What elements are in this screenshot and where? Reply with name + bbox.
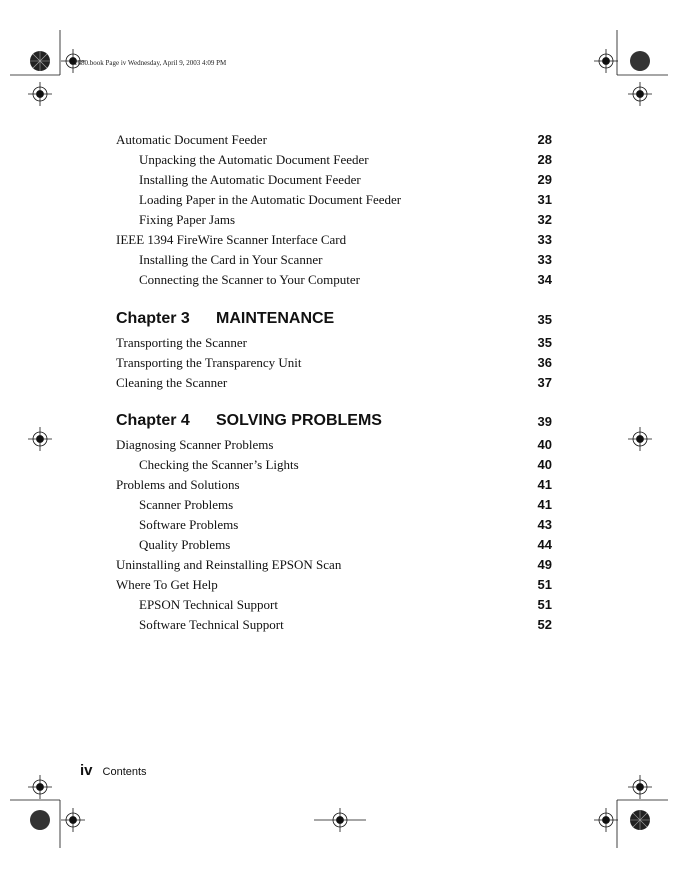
toc-entry-title: Problems and Solutions [116, 477, 240, 492]
print-slug: 1680.book Page iv Wednesday, April 9, 2003 4:09 PM [74, 59, 227, 67]
toc-entry-page: 51 [537, 577, 552, 592]
toc-entry-page: 43 [537, 517, 552, 532]
toc-entry-title: Loading Paper in the Automatic Document Feeder [139, 192, 402, 207]
toc-entry-title: EPSON Technical Support [139, 597, 278, 612]
toc-entry[interactable] [0, 597, 680, 617]
toc-entry-page: 49 [537, 557, 552, 572]
toc-entry-page: 44 [537, 537, 552, 552]
toc-entry[interactable] [0, 517, 680, 537]
toc-entry[interactable] [0, 617, 680, 637]
toc-entry[interactable] [0, 457, 680, 477]
toc-entry[interactable] [0, 192, 680, 212]
toc-entry[interactable] [0, 132, 680, 152]
toc-entry-title: Software Technical Support [139, 617, 284, 632]
toc-entry[interactable] [0, 577, 680, 597]
toc-entry-title: Automatic Document Feeder [116, 132, 267, 147]
chapter-heading[interactable] [0, 412, 680, 436]
toc-entry-page: 28 [537, 132, 552, 147]
footer-page-number: iv [80, 762, 93, 779]
toc-entry[interactable] [0, 232, 680, 252]
toc-entry-page: 40 [537, 437, 552, 452]
toc-entry-page: 29 [537, 172, 552, 187]
footer-section-label: Contents [102, 766, 147, 778]
chapter-number: Chapter 4 [116, 412, 190, 429]
chapter-title: SOLVING PROBLEMS [216, 412, 382, 429]
chapter-number: Chapter 3 [116, 310, 190, 327]
toc-entry-page: 34 [537, 272, 552, 287]
toc-entry-page: 40 [537, 457, 552, 472]
toc-entry-title: Where To Get Help [116, 577, 218, 592]
chapter-title: MAINTENANCE [216, 310, 335, 327]
toc-entry-title: Scanner Problems [139, 497, 234, 512]
toc-entry-title: Uninstalling and Reinstalling EPSON Scan [116, 557, 342, 572]
toc-entry-title: Unpacking the Automatic Document Feeder [139, 152, 369, 167]
toc-entry-page: 41 [537, 497, 552, 512]
toc-entry-title: Installing the Card in Your Scanner [139, 252, 323, 267]
toc-entry-page: 33 [537, 232, 552, 247]
toc-entry-title: Connecting the Scanner to Your Computer [139, 272, 360, 287]
toc-entry[interactable] [0, 477, 680, 497]
toc-entry-title: Quality Problems [139, 537, 231, 552]
chapter-heading[interactable] [0, 310, 680, 334]
toc-entry[interactable] [0, 272, 680, 292]
toc-entry-page: 35 [537, 335, 552, 350]
toc-entry-page: 33 [537, 252, 552, 267]
toc-entry-title: Cleaning the Scanner [116, 375, 228, 390]
toc-entry-page: 36 [537, 355, 552, 370]
toc-entry[interactable] [0, 355, 680, 375]
toc-entry[interactable] [0, 375, 680, 395]
toc-entry[interactable] [0, 252, 680, 272]
toc-entry-title: Transporting the Transparency Unit [116, 355, 302, 370]
toc-entry-title: Diagnosing Scanner Problems [116, 437, 274, 452]
toc-entry-title: Transporting the Scanner [116, 335, 247, 350]
toc-entry-title: Installing the Automatic Document Feeder [139, 172, 361, 187]
toc-entry[interactable] [0, 537, 680, 557]
toc-entry[interactable] [0, 172, 680, 192]
toc-entry[interactable] [0, 437, 680, 457]
toc-entry[interactable] [0, 557, 680, 577]
toc-entry[interactable] [0, 497, 680, 517]
toc-entry-title: Software Problems [139, 517, 239, 532]
chapter-page: 35 [537, 312, 552, 327]
toc-entry-page: 37 [537, 375, 552, 390]
page-footer [80, 762, 147, 780]
toc-entry[interactable] [0, 335, 680, 355]
toc-entry-title: Checking the Scanner’s Lights [139, 457, 299, 472]
toc-entry-page: 28 [537, 152, 552, 167]
toc-entry-page: 52 [537, 617, 552, 632]
chapter-page: 39 [537, 414, 552, 429]
toc-entry-title: IEEE 1394 FireWire Scanner Interface Card [116, 232, 347, 247]
toc-entry-page: 31 [537, 192, 552, 207]
toc-entry[interactable] [0, 152, 680, 172]
toc-entry-page: 41 [537, 477, 552, 492]
toc-entry-title: Fixing Paper Jams [139, 212, 236, 227]
toc-entry-page: 32 [537, 212, 552, 227]
toc-entry[interactable] [0, 212, 680, 232]
toc-entry-page: 51 [537, 597, 552, 612]
